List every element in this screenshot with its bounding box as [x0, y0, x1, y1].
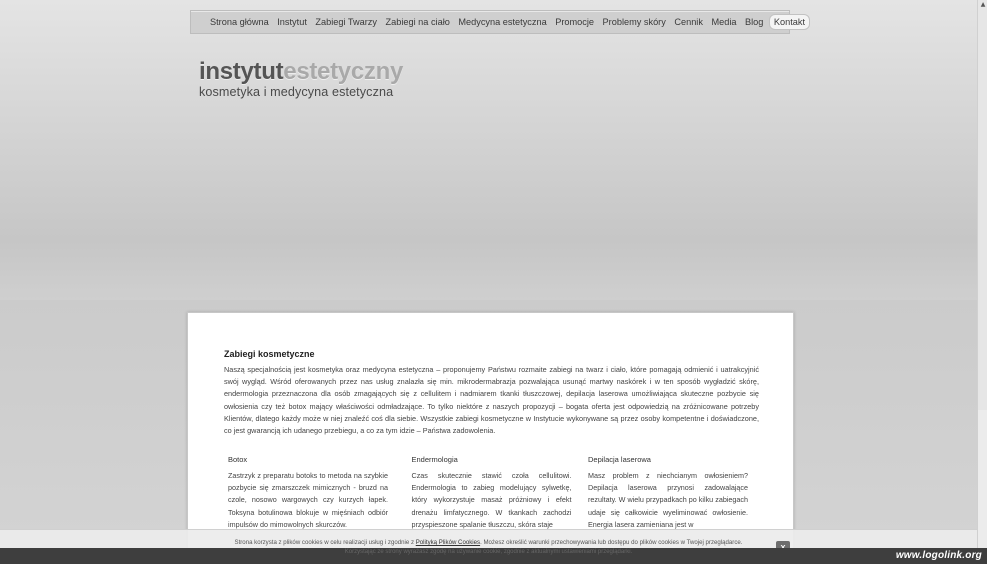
- service-description: Czas skutecznie stawić czoła cellulitowi. Endermologia to zabieg modelujący sylwetkę, który wykorzystuje masaż próżniowy i efekt drenażu limfatycznego. W tkankach zachodzi przyspieszone spalanie tłuszczu, skóra staje: [411, 471, 572, 529]
- nav-item-medycyna-estetyczna[interactable]: Medycyna estetyczna: [458, 17, 547, 27]
- services-columns: [228, 455, 748, 531]
- service-title[interactable]: Endermologia: [411, 455, 458, 464]
- nav-item-kontakt[interactable]: Kontakt: [769, 14, 810, 30]
- nav-item-problemy-skóry[interactable]: Problemy skóry: [602, 17, 666, 27]
- nav-item-promocje[interactable]: Promocje: [555, 17, 595, 27]
- logo-wordmark-part1: instytut: [199, 58, 284, 85]
- site-logo[interactable]: [199, 58, 404, 99]
- nav-item-zabiegi-twarzy[interactable]: Zabiegi Twarzy: [315, 17, 377, 27]
- nav-item-instytut[interactable]: Instytut: [277, 17, 307, 27]
- nav-item-cennik[interactable]: Cennik: [674, 17, 703, 27]
- cookie-notice-text: [0, 539, 977, 546]
- service-column-depilacja: [588, 455, 748, 531]
- nav-item-strona-główna[interactable]: Strona główna: [210, 17, 269, 27]
- logo-wordmark: [199, 58, 404, 86]
- section-title: Zabiegi kosmetyczne: [224, 349, 315, 359]
- intro-text: Naszą specjalnością jest kosmetyka oraz medycyna estetyczna – proponujemy Państwu rozmaite zabiegi na twarz i ciało, które pomagają odmienić i uatrakcyjnić swój wygląd. Wśród oferowanych przez nas usług znalazła się min. mikrodermabrazja pozwalająca usunąć martwy naskórek i w ten sposób wygładzić skórę, endermologia przeznaczona dla osób zmagających się z cellulitem i nadmiarem tkanki tłuszczowej, depilacja laserowa umożliwiająca skuteczne pozbycie się owłosienia czy też botox mający właściwości odmładzające. To tylko niektóre z naszych propozycji – bogata oferta jest odpowiedzią na zróżnicowane potrzeby Klientów, dlatego każdy może w niej znaleźć coś dla siebie. Wszystkie zabiegi kosmetyczne w Instytucie wykonywane są przez osoby kompetentne i doświadczone, co jest gwarancją ich udanego przebiegu, a co za tym idzie – Państwa zadowolenia.: [224, 365, 759, 436]
- scroll-up-arrow-icon[interactable]: ▲: [980, 1, 986, 8]
- intro-section: [224, 349, 759, 437]
- logo-tagline: kosmetyka i medycyna estetyczna: [199, 85, 394, 99]
- nav-list: [191, 11, 806, 33]
- cookie-notice: [0, 529, 977, 549]
- nav-item-media[interactable]: Media: [711, 17, 737, 27]
- cookie-text-start: Strona korzysta z plików cookies w celu realizacji usług i zgodnie z: [234, 539, 416, 546]
- nav-item-blog[interactable]: Blog: [744, 17, 764, 27]
- service-title[interactable]: Depilacja laserowa: [588, 455, 651, 464]
- cookie-notice-line2: Korzystając ze strony wyrażasz zgodę na używanie cookie, zgodnie z aktualnymi ustawieniami przeglądarki.: [344, 549, 633, 555]
- main-navigation: [190, 10, 806, 34]
- footer-bar: [0, 548, 987, 564]
- watermark-text: www.logolink.org: [895, 550, 982, 561]
- nav-item-zabiegi-na-ciało[interactable]: Zabiegi na ciało: [385, 17, 450, 27]
- cookie-policy-link[interactable]: Polityką Plików Cookies: [415, 539, 481, 546]
- cookie-text-end: . Możesz określić warunki przechowywania lub dostępu do plików cookies w Twojej przeglądarce.: [480, 539, 743, 546]
- service-description: Zastrzyk z preparatu botoks to metoda na szybkie pozbycie się zmarszczek mimicznych - bruzd na czole, nosowo wargowych czy kurzych łapek. Toksyna botulinowa blokuje w mięśniach odbiór impulsów do mimowolnych skurczów.: [228, 471, 388, 529]
- scroll-track[interactable]: [978, 410, 987, 548]
- service-description: Masz problem z niechcianym owłosieniem? Depilacja laserowa przynosi zadowalające rezultaty. W wielu przypadkach po kilku zabiegach udaje się całkowicie wyeliminować owłosienie. Energia lasera zamieniana jest w: [588, 471, 748, 529]
- logo-wordmark-part2: estetyczny: [283, 58, 403, 85]
- service-column-botox: [228, 455, 388, 531]
- service-column-endermologia: [412, 455, 572, 531]
- vertical-scrollbar[interactable]: [977, 0, 987, 548]
- service-title[interactable]: Botox: [228, 455, 248, 464]
